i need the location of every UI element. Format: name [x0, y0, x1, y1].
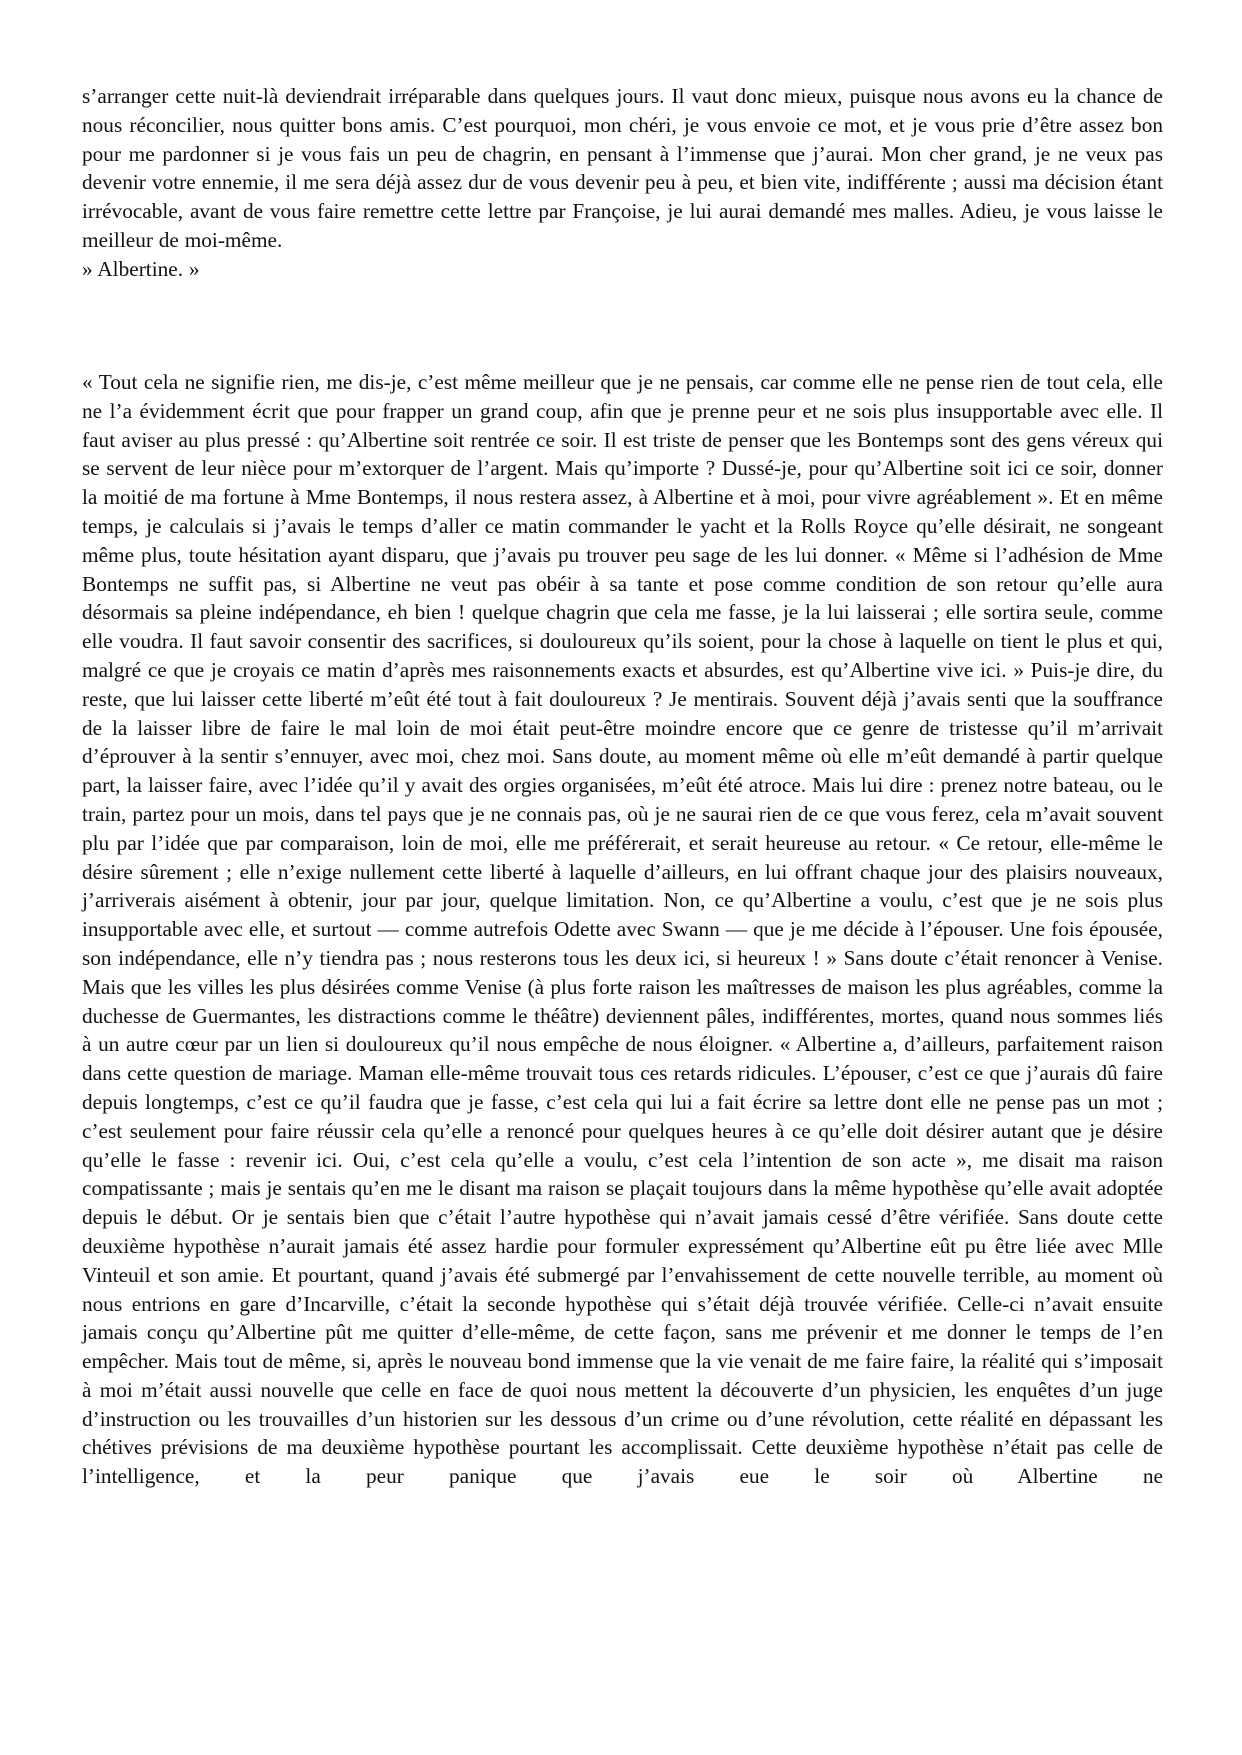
letter-section — [82, 82, 1163, 284]
narrative-section — [82, 368, 1163, 1491]
letter-signature: » Albertine. » — [82, 256, 200, 281]
narrative-paragraph: « Tout cela ne signifie rien, me dis-je, c’est même meilleur que je ne pensais, car comme elle ne pense rien de tout cela, elle ne l’a évidemment écrit que pour frapper un grand coup, afin que je prenne peur et ne sois plus insupportable avec elle. Il faut aviser au plus pressé : qu’Albertine soit rentrée ce soir. Il est triste de penser que les Bontemps sont des gens véreux qui se servent de leur nièce pour m’extorquer de l’argent. Mais qu’importe ? Dussé-je, pour qu’Albertine soit ici ce soir, donner la moitié de ma fortune à Mme Bontemps, il nous restera assez, à Albertine et à moi, pour vivre agréablement ». Et en même temps, je calculais si j’avais le temps d’aller ce matin commander le yacht et la Rolls Royce qu’elle désirait, ne songeant même plus, toute hésitation ayant disparu, que j’avais pu trouver peu sage de les lui donner. « Même si l’adhésion de Mme Bontemps ne suffit pas, si Albertine ne veut pas obéir à sa tante et pose comme condition de son retour qu’elle aura désormais sa pleine indépendance, eh bien ! quelque chagrin que cela me fasse, je la lui laisserai ; elle sortira seule, comme elle voudra. Il faut savoir consentir des sacrifices, si douloureux qu’ils soient, pour la chose à laquelle on tient le plus et qui, malgré ce que je croyais ce matin d’après mes raisonnements exacts et absurdes, est qu’Albertine vive ici. » Puis-je dire, du reste, que lui laisser cette liberté m’eût été tout à fait douloureux ? Je mentirais. Souvent déjà j’avais senti que la souffrance de la laisser libre de faire le mal loin de moi était peut-être moindre encore que ce genre de tristesse qu’il m’arrivait d’éprouver à la sentir s’ennuyer, avec moi, chez moi. Sans doute, au moment même où elle m’eût demandé à partir quelque part, la laisser faire, avec l’idée qu’il y avait des orgies organisées, m’eût été atroce. Mais lui dire : prenez notre bateau, ou le train, partez pour un mois, dans tel pays que je ne connais pas, où je ne saurai rien de ce que vous ferez, cela m’avait souvent plu par l’idée que par comparaison, loin de moi, elle me préférerait, et serait heureuse au retour. « Ce retour, elle-même le désire sûrement ; elle n’exige nullement cette liberté à laquelle d’ailleurs, en lui offrant chaque jour des plaisirs nouveaux, j’arriverais aisément à obtenir, jour par jour, quelque limitation. Non, ce qu’Albertine a voulu, c’est que je ne sois plus insupportable avec elle, et surtout — comme autrefois Odette avec Swann — que je me décide à l’épouser. Une fois épousée, son indépendance, elle n’y tiendra pas ; nous resterons tous les deux ici, si heureux ! » Sans doute c’était renoncer à Venise. Mais que les villes les plus désirées comme Venise (à plus forte raison les maîtresses de maison les plus agréables, comme la duchesse de Guermantes, les distractions comme le théâtre) deviennent pâles, indifférentes, mortes, quand nous sommes liés à un autre cœur par un lien si douloureux qu’il nous empêche de nous éloigner. « Albertine a, d’ailleurs, parfaitement raison dans cette question de mariage. Maman elle-même trouvait tous ces retards ridicules. L’épouser, c’est ce que j’aurais dû faire depuis longtemps, c’est ce qu’il faudra que je fasse, c’est cela qui lui a fait écrire sa lettre dont elle ne pense pas un mot ; c’est seulement pour faire réussir cela qu’elle a renoncé pour quelques heures à ce qu’elle doit désirer autant que je désire qu’elle le fasse : revenir ici. Oui, c’est cela qu’elle a voulu, c’est cela l’intention de son acte », me disait ma raison compatissante ; mais je sentais qu’en me le disant ma raison se plaçait toujours dans la même hypothèse qu’elle avait adoptée depuis le début. Or je sentais bien que c’était l’autre hypothèse qui n’avait jamais cessé d’être vérifiée. Sans doute cette deuxième hypothèse n’aurait jamais été assez hardie pour formuler expressément qu’Albertine eût pu être liée avec Mlle Vinteuil et son amie. Et pourtant, quand j’avais été submergé par l’envahissement de cette nouvelle terrible, au moment où nous entrions en gare d’Incarville, c’était la seconde hypothèse qui s’était déjà trouvée vérifiée. Celle-ci n’avait ensuite jamais conçu qu’Albertine pût me quitter d’elle-même, de cette façon, sans me prévenir et me donner le temps de l’en empêcher. Mais tout de même, si, après le nouveau bond immense que la vie venait de me faire faire, la réalité qui s’imposait à moi m’était aussi nouvelle que celle en face de quoi nous mettent la découverte d’un physicien, les enquêtes d’un juge d’instruction ou les trouvailles d’un historien sur les dessous d’un crime ou d’une révolution, cette réalité en dépassant les chétives prévisions de ma deuxième hypothèse pourtant les accomplissait. Cette deuxième hypothèse n’était pas celle de l’intelligence, et la peur panique que j’avais eue le soir où Albertine ne — [82, 370, 1163, 1489]
letter-closing-paragraph: s’arranger cette nuit-là deviendrait irréparable dans quelques jours. Il vaut donc mieux, puisque nous avons eu la chance de nous réconcilier, nous quitter bons amis. C’est pourquoi, mon chéri, je vous envoie ce mot, et je vous prie d’être assez bon pour me pardonner si je vous fais un peu de chagrin, en pensant à l’immense que j’aurai. Mon cher grand, je ne veux pas devenir votre ennemie, il me sera déjà assez dur de vous devenir peu à peu, et bien vite, indifférente ; aussi ma décision étant irrévocable, avant de vous faire remettre cette lettre par Françoise, je lui aurai demandé mes malles. Adieu, je vous laisse le meilleur de moi-même. — [82, 84, 1163, 252]
